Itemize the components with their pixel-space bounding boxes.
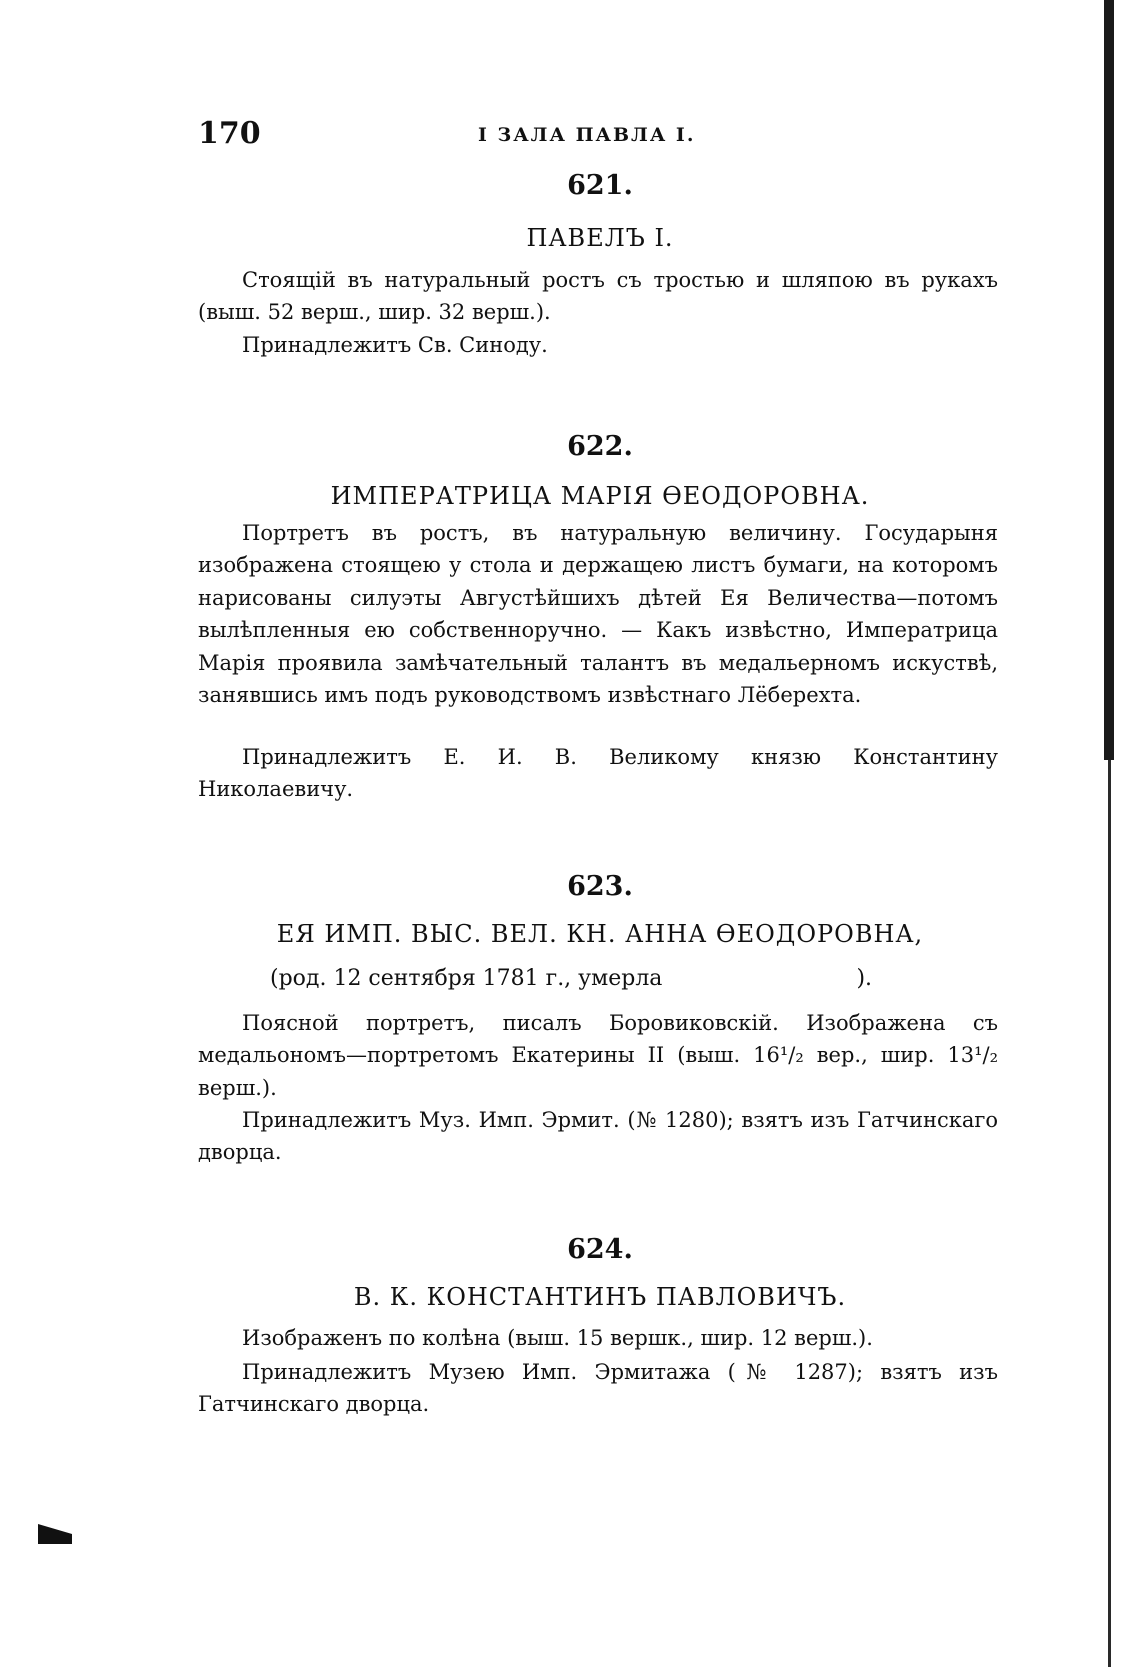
entry-622-owner: Принадлежитъ Е. И. В. Великому князю Константину Николаевичу. [198, 745, 998, 802]
entry-621-description: Стоящій въ натуральный ростъ съ тростью и шляпою въ рукахъ (выш. 52 верш., шир. 32 верш.). [198, 268, 998, 325]
entry-622-description: Портретъ въ ростъ, въ натуральную величину. Государыня изображена стоящею у стола и держащею листъ бумаги, на которомъ нарисованы силуэты Августѣйшихъ дѣтей Ея Величества—потомъ вылѣпленныя ею собственноручно. — Какъ извѣстно, Императрица Марія проявила замѣчательный талантъ въ медальерномъ искуствѣ, занявшись имъ подъ руководствомъ извѣстнаго Лёберехта. [198, 521, 998, 708]
entry-title-623: ЕЯ ИМП. ВЫС. ВЕЛ. КН. АННА ѲЕОДОРОВНА, [276, 920, 924, 948]
entry-621-owner: Принадлежитъ Св. Синоду. [242, 333, 548, 357]
page-number: 170 [198, 116, 261, 151]
entry-number-623: 623. [567, 871, 633, 902]
entry-623-subtitle-close: ). [856, 966, 873, 991]
entry-title-624: В. К. КОНСТАНТИНЪ ПАВЛОВИЧЪ. [353, 1283, 847, 1311]
entry-title-622: ИМПЕРАТРИЦА МАРІЯ ѲЕОДОРОВНА. [330, 482, 870, 510]
entry-623-subtitle [270, 966, 872, 991]
entry-number-622: 622. [567, 431, 633, 462]
entry-title-621: ПАВЕЛЪ I. [526, 224, 674, 252]
page-edge-shadow [1104, 0, 1114, 760]
entry-623-subtitle-text: (род. 12 сентября 1781 г., умерла [270, 966, 663, 991]
entry-number-624: 624. [567, 1234, 633, 1265]
running-title: I ЗАЛА ПАВЛА I. [478, 124, 696, 146]
entry-623-owner: Принадлежитъ Муз. Имп. Эрмит. (№ 1280); взятъ изъ Гатчинскаго дворца. [198, 1108, 998, 1165]
running-head [198, 116, 718, 156]
entry-number-621: 621. [567, 170, 633, 201]
entry-623-description: Поясной портретъ, писалъ Боровиковскій. Изображена съ медальономъ—портретомъ Екатерины II (выш. 16¹/₂ вер., шир. 13¹/₂ верш.). [198, 1011, 998, 1100]
entry-624-description: Изображенъ по колѣна (выш. 15 вершк., шир. 12 верш.). [242, 1326, 873, 1350]
entry-624-owner: Принадлежитъ Музею Имп. Эрмитажа (№ 1287); взятъ изъ Гатчинскаго дворца. [198, 1360, 998, 1417]
margin-arrow-icon [38, 1524, 72, 1544]
